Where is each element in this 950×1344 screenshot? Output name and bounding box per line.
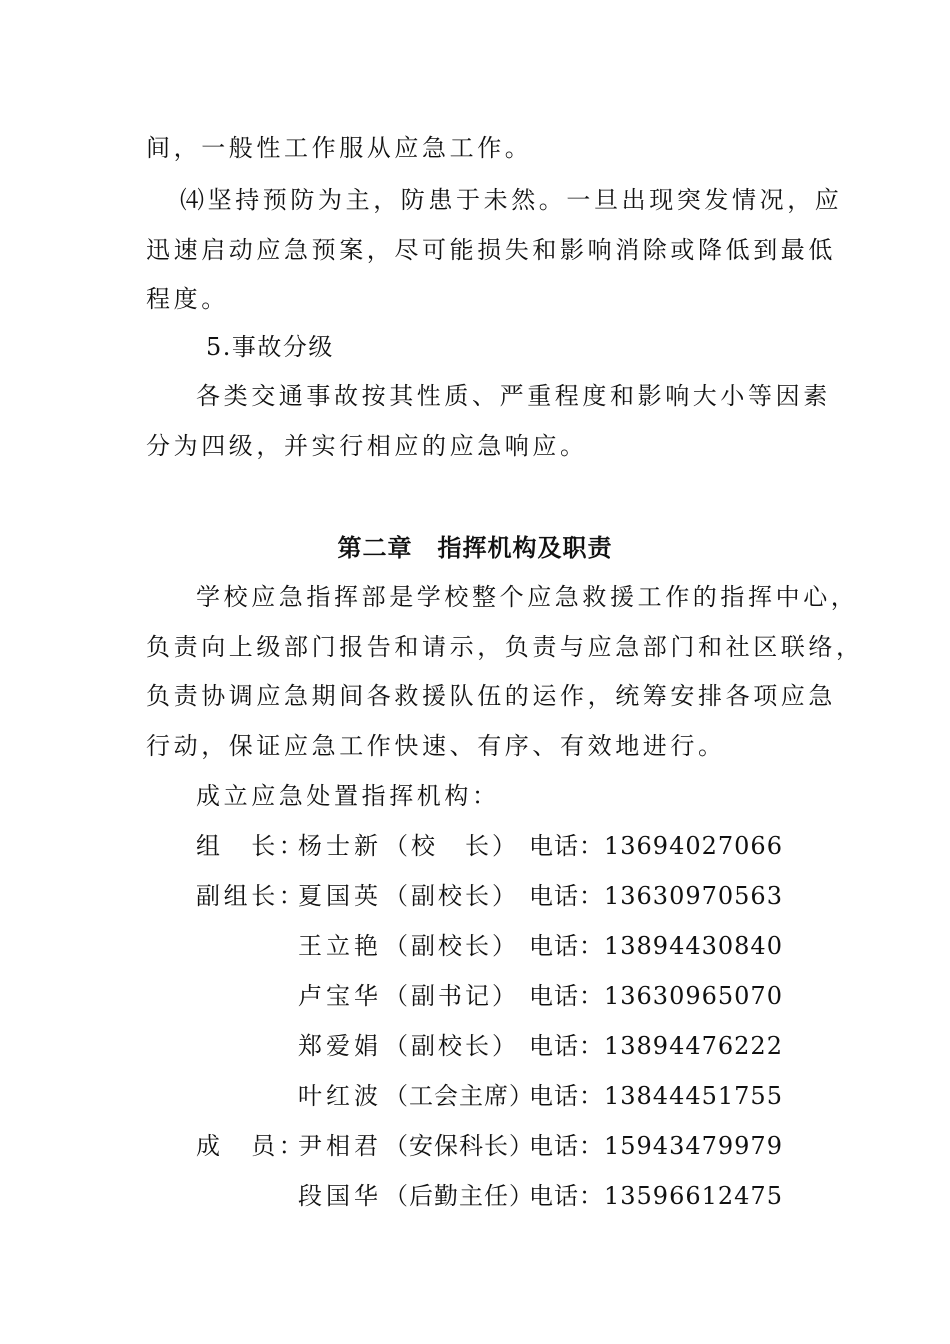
roster-name: 夏国英 bbox=[298, 882, 382, 910]
paragraph-line: ⑷坚持预防为主，防患于未然。一旦出现突发情况，应 bbox=[180, 186, 843, 214]
roster-row bbox=[0, 1131, 950, 1161]
paragraph-line: 负责向上级部门报告和请示，负责与应急部门和社区联络， bbox=[146, 633, 864, 661]
roster-title: （副校长） bbox=[384, 1032, 519, 1060]
roster-name: 杨士新 bbox=[298, 832, 382, 860]
section-heading: 5.事故分级 bbox=[206, 333, 334, 361]
paragraph-line: 学校应急指挥部是学校整个应急救援工作的指挥中心， bbox=[196, 583, 859, 611]
roster-row bbox=[0, 931, 950, 961]
roster-title: （后勤主任） bbox=[384, 1182, 534, 1210]
roster-title: （安保科长） bbox=[384, 1132, 534, 1160]
roster-phone: 电话：15943479979 bbox=[529, 1132, 783, 1160]
roster-title: （副书记） bbox=[384, 982, 519, 1010]
roster-role: 副组长： bbox=[196, 882, 307, 910]
roster-row bbox=[0, 1031, 950, 1061]
paragraph-line: 行动，保证应急工作快速、有序、有效地进行。 bbox=[146, 732, 726, 760]
roster-name: 段国华 bbox=[298, 1182, 382, 1210]
roster-title: （副校长） bbox=[384, 882, 519, 910]
roster-phone: 电话：13596612475 bbox=[529, 1182, 783, 1210]
roster-phone: 电话：13894430840 bbox=[529, 932, 783, 960]
paragraph-line: 成立应急处置指挥机构： bbox=[196, 782, 500, 810]
roster-phone: 电话：13630970563 bbox=[529, 882, 783, 910]
roster-phone: 电话：13844451755 bbox=[529, 1082, 783, 1110]
roster-row bbox=[0, 831, 950, 861]
paragraph-line: 负责协调应急期间各救援队伍的运作，统筹安排各项应急 bbox=[146, 682, 836, 710]
roster-name: 卢宝华 bbox=[298, 982, 382, 1010]
paragraph-line: 迅速启动应急预案，尽可能损失和影响消除或降低到最低 bbox=[146, 236, 836, 264]
paragraph-line: 各类交通事故按其性质、严重程度和影响大小等因素 bbox=[196, 382, 831, 410]
roster-name: 王立艳 bbox=[298, 932, 382, 960]
roster-title: （工会主席） bbox=[384, 1082, 534, 1110]
paragraph-line: 间，一般性工作服从应急工作。 bbox=[146, 134, 533, 162]
paragraph-line: 分为四级，并实行相应的应急响应。 bbox=[146, 432, 588, 460]
roster-name: 郑爱娟 bbox=[298, 1032, 382, 1060]
roster-title: （副校长） bbox=[384, 932, 519, 960]
chapter-title: 第二章 指挥机构及职责 bbox=[337, 534, 613, 562]
roster-row bbox=[0, 981, 950, 1011]
roster-name: 尹相君 bbox=[298, 1132, 382, 1160]
roster-role: 成 员： bbox=[196, 1132, 307, 1160]
roster-phone: 电话：13694027066 bbox=[529, 832, 783, 860]
roster-phone: 电话：13894476222 bbox=[529, 1032, 783, 1060]
paragraph-line: 程度。 bbox=[146, 285, 229, 313]
roster-row bbox=[0, 1081, 950, 1111]
roster-role: 组 长： bbox=[196, 832, 307, 860]
roster-row bbox=[0, 881, 950, 911]
roster-row bbox=[0, 1181, 950, 1211]
roster-name: 叶红波 bbox=[298, 1082, 382, 1110]
roster-title: （校 长） bbox=[384, 832, 519, 860]
roster-phone: 电话：13630965070 bbox=[529, 982, 783, 1010]
